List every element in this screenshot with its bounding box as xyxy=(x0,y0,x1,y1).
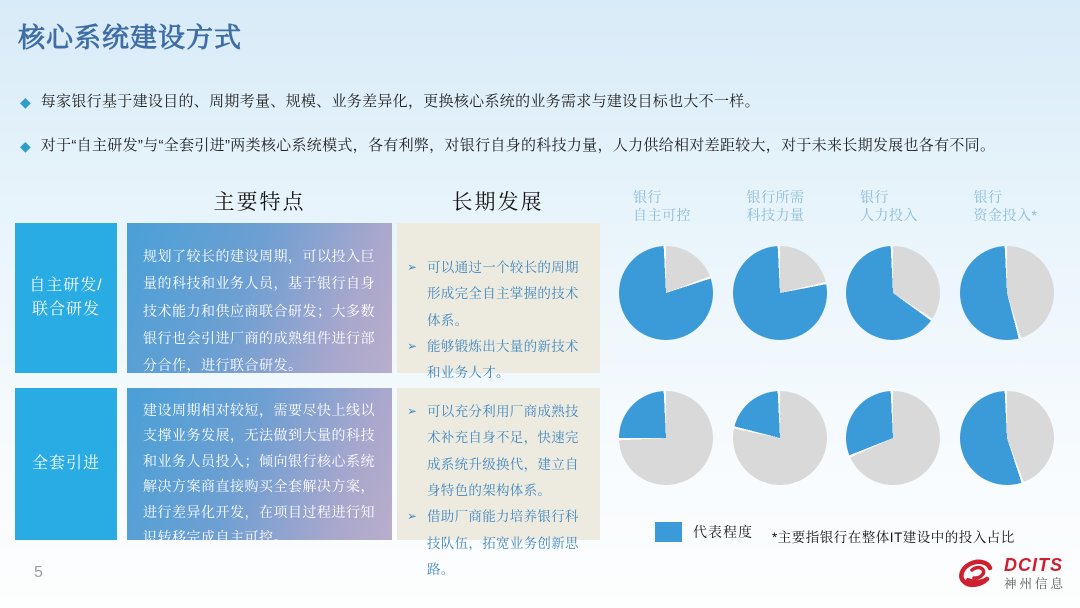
pie-chart xyxy=(733,391,827,485)
header-line: 银行 xyxy=(633,189,662,205)
bullet-point-1 xyxy=(20,92,1065,112)
pie-column-headers xyxy=(617,188,1071,224)
row-label-full-import: 全套引进 xyxy=(15,388,117,540)
logo-text xyxy=(1004,556,1066,592)
arrow-bullet-icon: ➢ xyxy=(407,260,418,274)
column-header-features: 主要特点 xyxy=(213,191,306,214)
list-item xyxy=(407,334,590,387)
longterm-panel-row1 xyxy=(397,223,600,381)
pie-row-self-development xyxy=(619,246,1054,340)
arrow-bullet-icon: ➢ xyxy=(407,509,418,524)
dcits-logo xyxy=(954,552,1066,596)
header-line: 银行 xyxy=(860,189,889,205)
list-item xyxy=(407,504,590,583)
logo-swirl-icon xyxy=(954,552,998,596)
features-panel-row2: 建设周期相对较短，需要尽快上线以支撑业务发展，无法做到大量的科技和业务人员投入；倾向银行核心系统解决方案商直接购买全套解决方案，进行差异化开发，在项目过程进行知识转移完成自主可控。 xyxy=(127,388,392,540)
bullet-text: 对于“自主研发”与“全套引进”两类核心系统模式，各有利弊，对银行自身的科技力量，人力供给相对差距较大，对于未来长期发展也各有不同。 xyxy=(40,137,996,154)
pie-chart xyxy=(733,246,827,340)
header-line: 银行 xyxy=(973,189,1003,205)
pie-chart-grid xyxy=(617,188,1077,488)
list-item-text: 能够锻炼出大量的新技术和业务人才。 xyxy=(427,338,579,381)
list-item-text: 借助厂商能力培养银行科技队伍，拓宽业务创新思路。 xyxy=(427,509,579,577)
features-panel-row1: 规划了较长的建设周期，可以投入巨量的科技和业务人员，基于银行自身技术能力和供应商联合研发；大多数银行也会引进厂商的成熟组件进行部分合作，进行联合研发。 xyxy=(127,223,392,373)
header-line: 资金投入* xyxy=(973,207,1038,224)
pie-column-header-tech-strength xyxy=(731,188,845,224)
pie-chart xyxy=(846,391,940,485)
pie-chart xyxy=(960,246,1054,340)
bullet-point-2 xyxy=(20,136,1065,156)
legend-swatch xyxy=(655,522,682,542)
list-item xyxy=(407,255,590,334)
header-line: 人力投入 xyxy=(860,207,918,224)
diamond-bullet-icon: ◆ xyxy=(20,138,31,154)
header-line: 自主可控 xyxy=(633,207,691,224)
legend-label: 代表程度 xyxy=(693,524,753,540)
logo-brand-cn: 神州信息 xyxy=(1003,576,1066,591)
pie-chart xyxy=(619,391,713,485)
pie-column-header-capital xyxy=(958,188,1072,224)
header-line: 银行所需 xyxy=(746,189,805,205)
pie-column-header-autonomy xyxy=(617,188,731,224)
logo-brand-en: DCITS xyxy=(1003,554,1063,575)
chart-legend xyxy=(655,522,753,542)
header-line: 科技力量 xyxy=(746,207,805,224)
list-item-text: 可以通过一个较长的周期形成完全自主掌握的技术体系。 xyxy=(427,260,579,328)
page-number: 5 xyxy=(34,564,43,581)
row-label-self-development: 自主研发/联合研发 xyxy=(15,223,117,373)
list-item-text: 可以充分利用厂商成熟技术补充自身不足，快速完成系统升级换代，建立自身特色的架构体系。 xyxy=(427,404,579,498)
list-item xyxy=(407,399,590,504)
column-header-longterm: 长期发展 xyxy=(451,191,544,214)
page-title: 核心系统建设方式 xyxy=(18,23,242,53)
arrow-bullet-icon: ➢ xyxy=(407,404,418,418)
bullet-text: 每家银行基于建设目的、周期考量、规模、业务差异化，更换核心系统的业务需求与建设目标也大不一样。 xyxy=(40,93,760,110)
pie-row-full-import xyxy=(619,391,1054,485)
arrow-bullet-icon: ➢ xyxy=(407,338,418,353)
pie-chart xyxy=(619,246,713,340)
diamond-bullet-icon: ◆ xyxy=(20,94,31,110)
pie-chart xyxy=(846,246,940,340)
longterm-panel-row2 xyxy=(397,388,600,577)
chart-footnote: *主要指银行在整体IT建设中的投入占比 xyxy=(772,530,1015,545)
pie-column-header-manpower xyxy=(844,188,958,224)
pie-chart xyxy=(960,391,1054,485)
